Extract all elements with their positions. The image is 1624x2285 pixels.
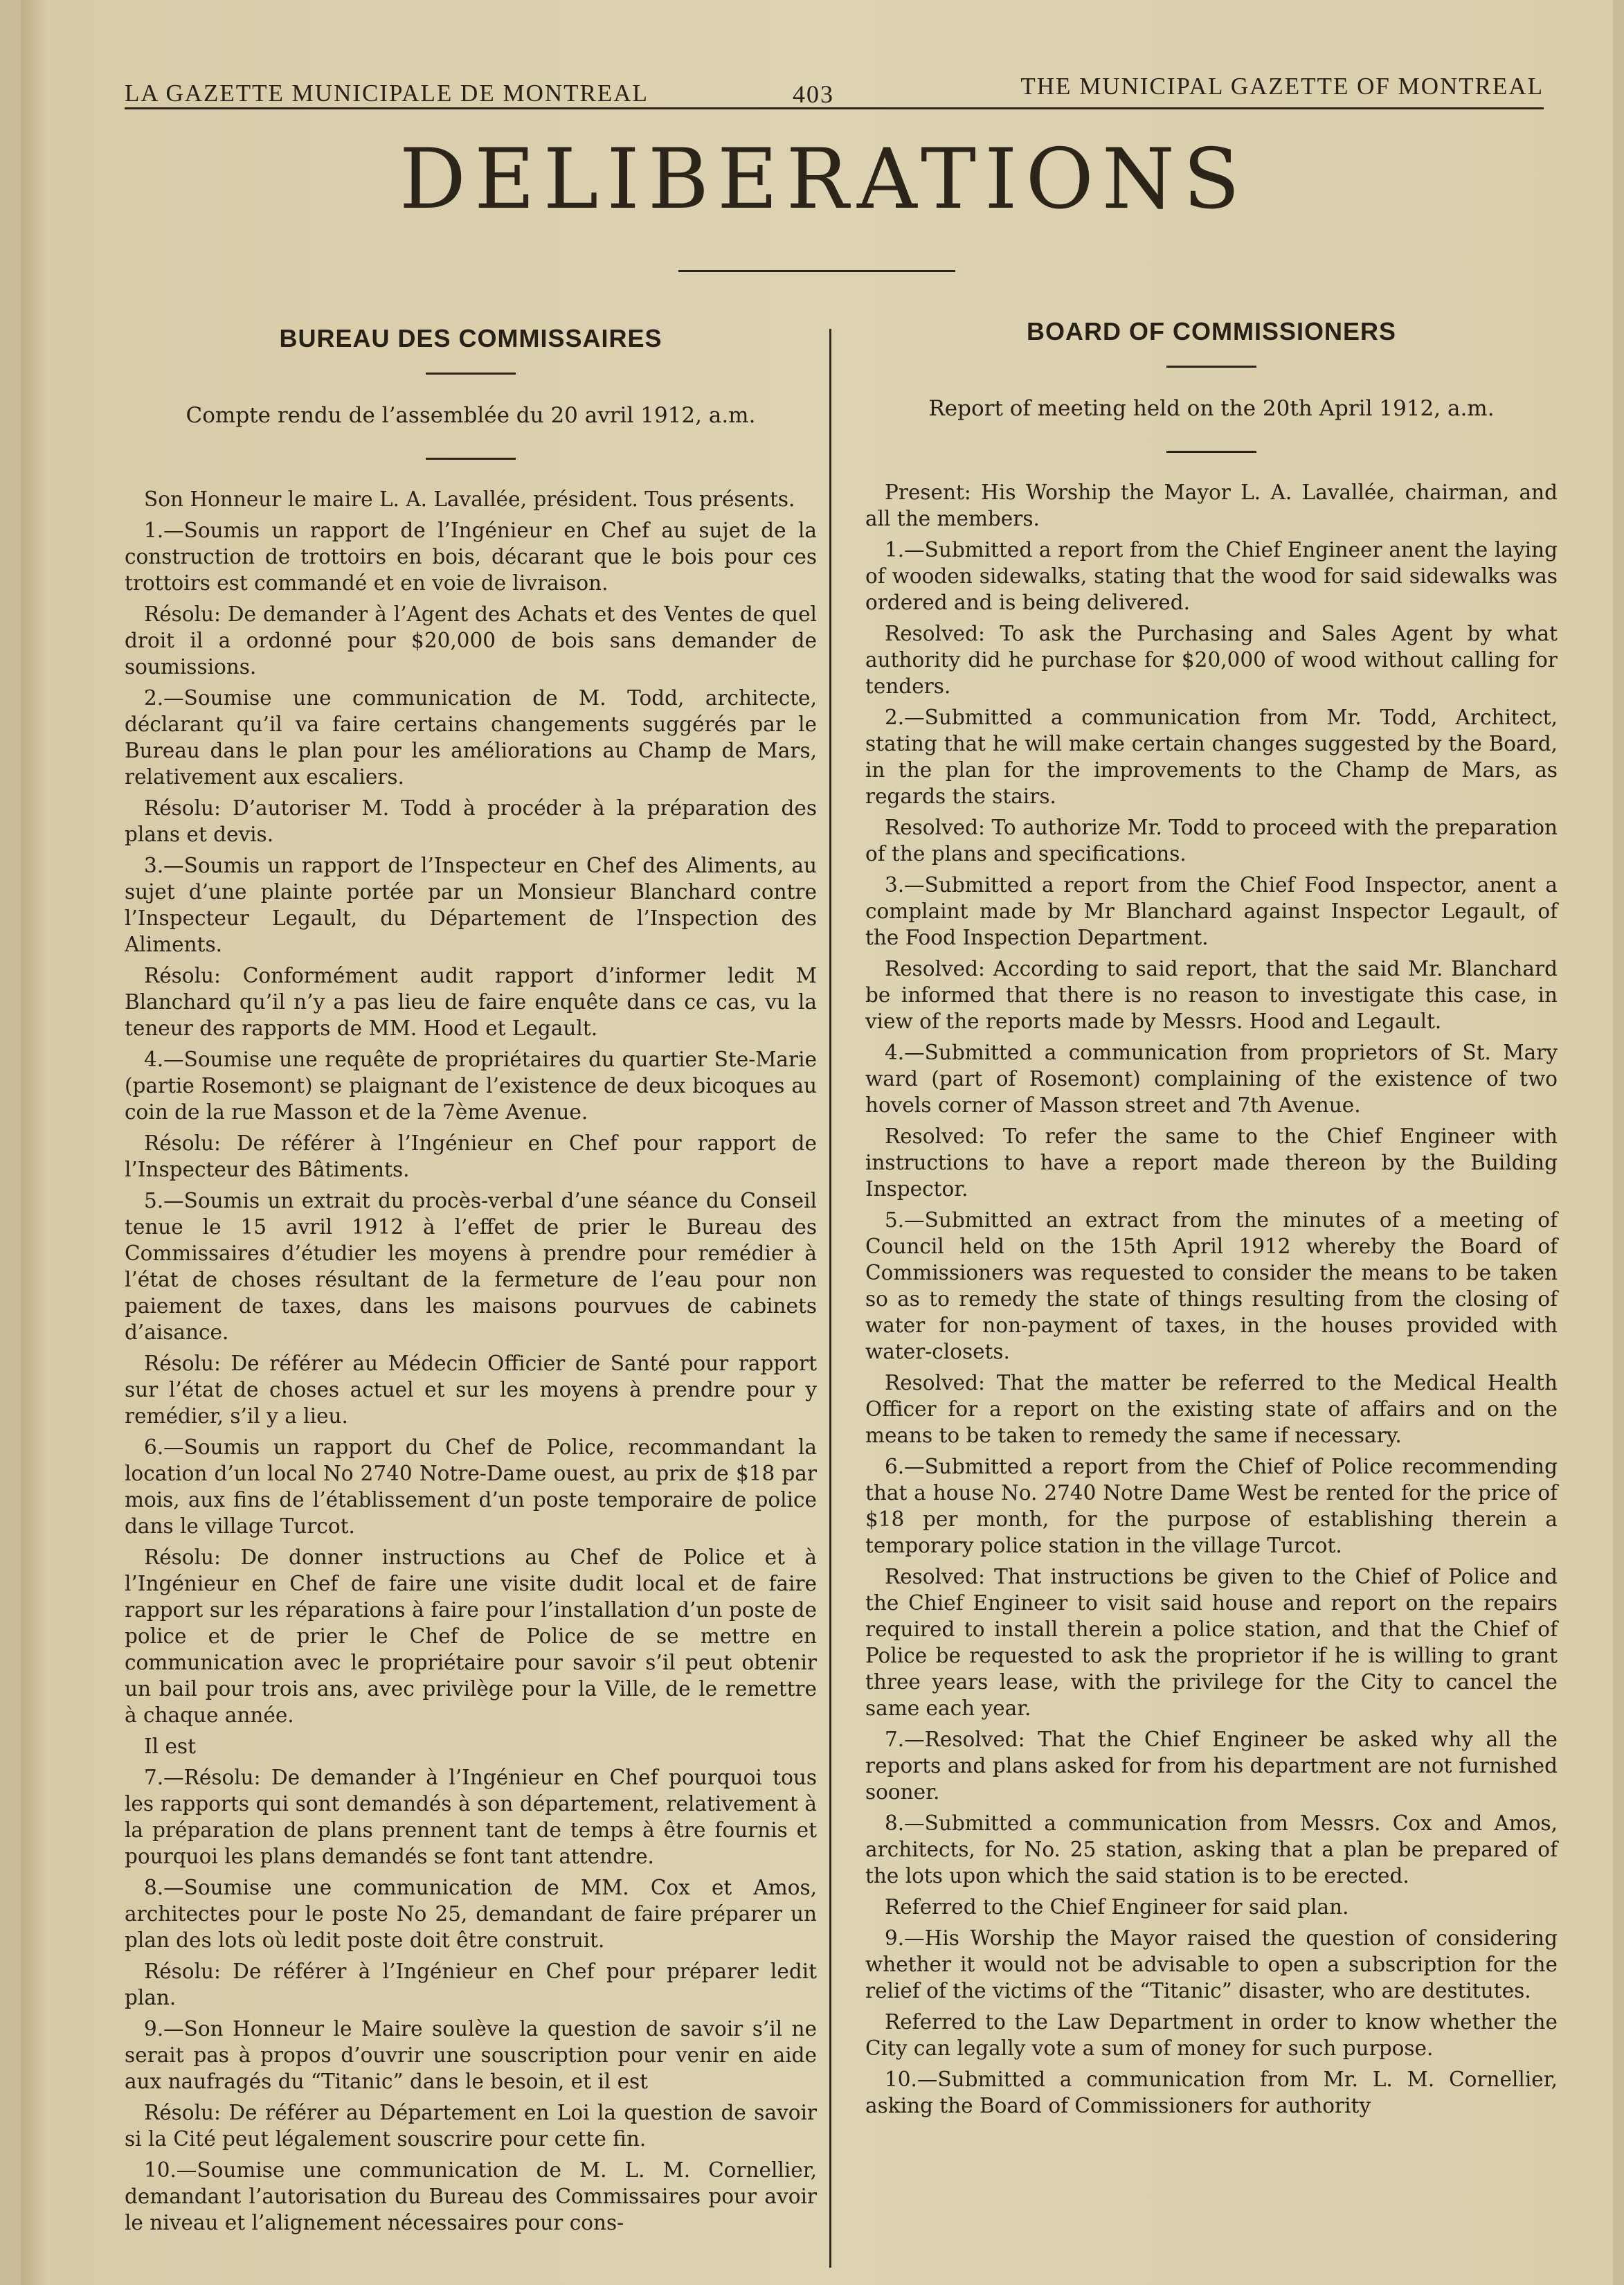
french-paragraph: Résolu: De demander à l’Agent des Achats et des Ventes de quel droit il a ordonné pour $20,000 de bois sans demander de soumissions. — [125, 602, 817, 679]
english-heading: BOARD OF COMMISSIONERS — [1026, 317, 1396, 346]
french-paragraph: 9.—Son Honneur le Maire soulève la question de savoir s’il ne serait pas à propos d’ouvrir une souscription pour venir en aide aux naufragés du “Titanic” dans le besoin, et il est — [125, 2017, 817, 2093]
english-report-rule — [1166, 451, 1256, 453]
english-column — [865, 319, 1558, 2124]
french-paragraph: 7.—Résolu: De demander à l’Ingénieur en Chef pourquoi tous les rapports qui sont demandés à son département, relativement à la préparation de plans prennent tant de temps à être fournis et pourquoi les plans demandés se font tant attendre. — [125, 1766, 817, 1868]
english-paragraph: Present: His Worship the Mayor L. A. Lavallée, chairman, and all the members. — [865, 481, 1558, 530]
french-paragraph: Résolu: De référer au Département en Loi la question de savoir si la Cité peut légalement souscrire pour cette fin. — [125, 2101, 817, 2151]
english-paragraph: 3.—Submitted a report from the Chief Food Inspector, anent a complaint made by Mr Blanchard against Inspector Legault, of the Food Inspection Department. — [865, 873, 1558, 949]
header-french-title: LA GAZETTE MUNICIPALE DE MONTREAL — [125, 80, 649, 107]
french-paragraph: 4.—Soumise une requête de propriétaires du quartier Ste-Marie (partie Rosemont) se plaignant de l’existence de deux bicoques au coin de la rue Masson et de la 7ème Avenue. — [125, 1048, 817, 1124]
english-paragraph: Resolved: To authorize Mr. Todd to proceed with the preparation of the plans and specifications. — [865, 816, 1558, 866]
english-paragraph: 10.—Submitted a communication from Mr. L. M. Cornellier, asking the Board of Commissioners for authority — [865, 2068, 1558, 2117]
english-paragraph: Resolved: To refer the same to the Chief Engineer with instructions to have a report made thereon by the Building Inspector. — [865, 1124, 1558, 1201]
french-paragraph: 6.—Soumis un rapport du Chef de Police, recommandant la location d’un local No 2740 Notre-Dame ouest, au prix de $18 par mois, aux fins de l’établissement d’un poste temporaire de police dans le village Turcot. — [125, 1435, 817, 1538]
french-heading: BUREAU DES COMMISSAIRES — [279, 324, 662, 352]
english-report-line: Report of meeting held on the 20th April 1912, a.m. — [928, 396, 1495, 421]
english-paragraph: 9.—His Worship the Mayor raised the question of considering whether it would not be advisable to open a subscription for the relief of the victims of the “Titanic” disaster, who are destitutes. — [865, 1926, 1558, 2002]
english-paragraph: Referred to the Law Department in order to know whether the City can legally vote a sum of money for such purpose. — [865, 2010, 1558, 2060]
french-paragraph: 3.—Soumis un rapport de l’Inspecteur en Chef des Aliments, au sujet d’une plainte portée par un Monsieur Blanchard contre l’Inspecteur Legault, du Département de l’Inspection des Aliments. — [125, 854, 817, 956]
english-paragraph: 2.—Submitted a communication from Mr. Todd, Architect, stating that he will make certain changes suggested by the Board, in the plan for the improvements to the Champ de Mars, as regards the stairs. — [865, 706, 1558, 808]
french-paragraph: 1.—Soumis un rapport de l’Ingénieur en Chef au sujet de la construction de trottoirs en bois, décarant que le bois pour ces trottoirs est commandé et en voie de livraison. — [125, 519, 817, 595]
french-paragraph: 8.—Soumise une communication de MM. Cox et Amos, architectes pour le poste No 25, demandant de faire préparer un plan des lots où ledit poste doit être construit. — [125, 1876, 817, 1952]
header-english-title: THE MUNICIPAL GAZETTE OF MONTREAL — [1020, 73, 1544, 100]
english-paragraph: Resolved: That instructions be given to the Chief of Police and the Chief Engineer to visit said house and report on the repairs required to install therein a police station, and that the Chief of Police be requested to ask the proprietor if he is willing to grant three years lease, with the privilege for the City to cancel the same each year. — [865, 1565, 1558, 1720]
french-paragraph: Résolu: De référer à l’Ingénieur en Chef pour rapport de l’Inspecteur des Bâtiments. — [125, 1131, 817, 1181]
french-paragraph: Son Honneur le maire L. A. Lavallée, président. Tous présents. — [144, 487, 795, 511]
french-paragraph: Résolu: D’autoriser M. Todd à procéder à la préparation des plans et devis. — [125, 796, 817, 846]
french-heading-rule — [426, 373, 516, 375]
english-paragraph: 8.—Submitted a communication from Messrs. Cox and Amos, architects, for No. 25 station, asking that a plan be prepared of the lots upon which the said station is to be erected. — [865, 1811, 1558, 1888]
english-paragraph: 5.—Submitted an extract from the minutes of a meeting of Council held on the 15th April 1912 whereby the Board of Commissioners was requested to consider the means to be taken so as to remedy the state of things resulting from the closing of water for non-payment of taxes, in the houses provided with water-closets. — [865, 1208, 1558, 1363]
english-paragraphs — [865, 479, 1558, 2119]
title-rule — [678, 270, 955, 272]
french-report-rule — [426, 458, 516, 460]
french-paragraph: Résolu: Conformément audit rapport d’informer ledit M Blanchard qu’il n’y a pas lieu de faire enquête dans ce cas, vu la teneur des rapports de MM. Hood et Legault. — [125, 964, 817, 1040]
column-divider — [829, 329, 831, 2268]
french-report-line: Compte rendu de l’assemblée du 20 avril 1912, a.m. — [186, 403, 756, 428]
english-heading-rule — [1166, 366, 1256, 368]
french-paragraph: Résolu: De référer au Médecin Officier de Santé pour rapport sur l’état de choses actuel et sur les moyens à prendre pour y remédier, s’il y a lieu. — [125, 1352, 817, 1428]
english-paragraph: 1.—Submitted a report from the Chief Engineer anent the laying of wooden sidewalks, stating that the wood for said sidewalks was ordered and is being delivered. — [865, 538, 1558, 614]
english-paragraph: 7.—Resolved: That the Chief Engineer be asked why all the reports and plans asked for from his department are not furnished sooner. — [865, 1728, 1558, 1804]
french-paragraph: Résolu: De référer à l’Ingénieur en Chef pour préparer ledit plan. — [125, 1960, 817, 2009]
english-paragraph: Resolved: According to said report, that the said Mr. Blanchard be informed that there is no reason to investigate this case, in view of the reports made by Messrs. Hood and Legault. — [865, 957, 1558, 1033]
english-paragraph: Resolved: That the matter be referred to the Medical Health Officer for a report on the existing state of affairs and on the means to be taken to remedy the same if necessary. — [865, 1371, 1558, 1447]
page-title: DELIBERATIONS — [399, 132, 1249, 228]
french-column — [125, 319, 817, 2241]
french-paragraphs — [125, 486, 817, 2236]
french-paragraph: 5.—Soumis un extrait du procès-verbal d’une séance du Conseil tenue le 15 avril 1912 à l’effet de prier le Bureau des Commissaires d’étudier les moyens à prendre pour remédier à l’état de choses résultant de la fermeture de l’eau pour non paiement de taxes, dans les maisons pourvues de cabinets d’aisance. — [125, 1189, 817, 1344]
english-paragraph: 6.—Submitted a report from the Chief of Police recommending that a house No. 2740 Notre Dame West be rented for the price of $18 per month, for the purpose of establishing therein a temporary police station in the village Turcot. — [865, 1455, 1558, 1557]
english-paragraph: Resolved: To ask the Purchasing and Sales Agent by what authority did he purchase for $20,000 of wood without calling for tenders. — [865, 622, 1558, 698]
french-paragraph: 10.—Soumise une communication de M. L. M. Cornellier, demandant l’autorisation du Bureau des Commissaires pour avoir le niveau et l’alignement nécessaires pour cons- — [125, 2158, 817, 2234]
french-paragraph: Résolu: De donner instructions au Chef de Police et à l’Ingénieur en Chef de faire une visite dudit local et de faire rapport sur les réparations à faire pour l’installation d’un poste de police et de prier le Chef de Police de se mettre en communication avec le propriétaire pour savoir s’il peut obtenir un bail pour trois ans, avec privilège pour la Ville, de le remettre à chaque année. — [125, 1545, 817, 1727]
page-number: 403 — [793, 80, 834, 108]
french-paragraph: Il est — [144, 1735, 196, 1758]
gazette-page — [21, 0, 1613, 2285]
english-paragraph: Referred to the Chief Engineer for said plan. — [885, 1895, 1349, 1919]
french-paragraph: 2.—Soumise une communication de M. Todd, architecte, déclarant qu’il va faire certains changements suggérés par le Bureau dans le plan pour les améliorations au Champ de Mars, relativement aux escaliers. — [125, 686, 817, 789]
english-paragraph: 4.—Submitted a communication from proprietors of St. Mary ward (part of Rosemont) complaining of the existence of two hovels corner of Masson street and 7th Avenue. — [865, 1041, 1558, 1117]
header-rule — [125, 107, 1544, 109]
